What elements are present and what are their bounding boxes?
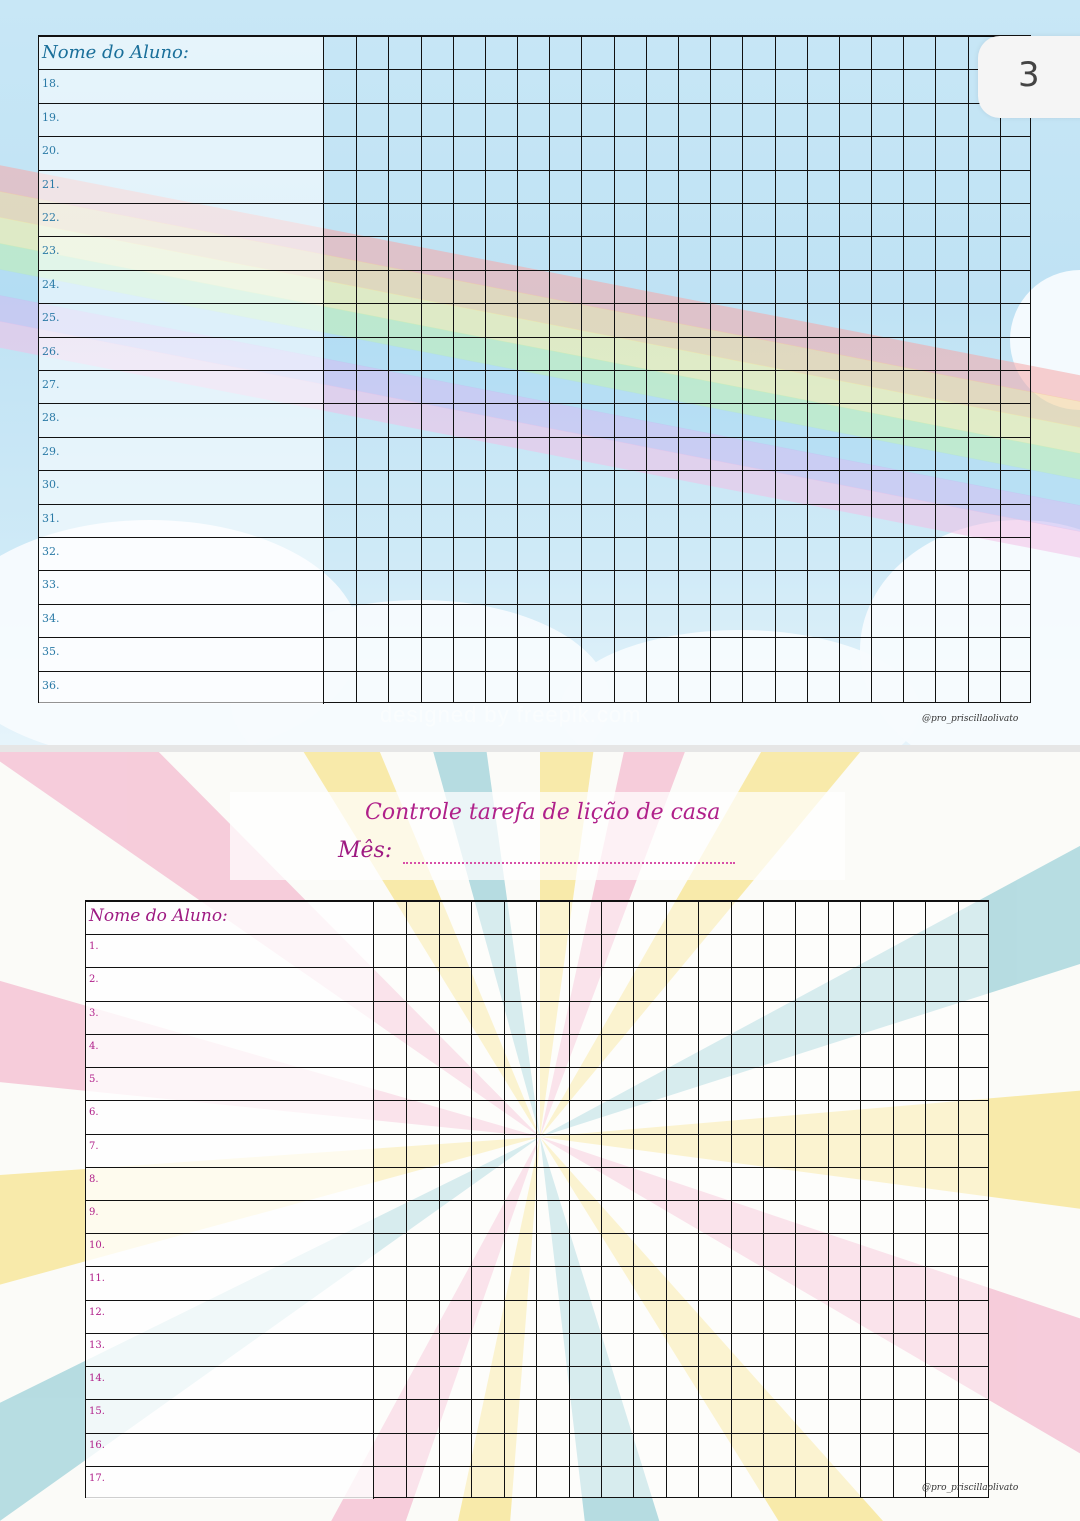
student-name-cell[interactable] — [39, 204, 324, 236]
day-column-divider — [569, 901, 570, 1497]
student-name-cell[interactable] — [39, 338, 324, 370]
day-column-divider — [633, 901, 634, 1497]
student-number: 22. — [42, 211, 60, 224]
name-column-header: Nome do Aluno: — [89, 906, 228, 926]
day-column-divider — [421, 36, 422, 702]
day-column-divider — [871, 36, 872, 702]
month-label: Mês: — [338, 838, 393, 863]
student-name-cell[interactable] — [39, 70, 324, 102]
student-row — [39, 637, 1030, 670]
student-name-cell[interactable] — [86, 1135, 374, 1167]
page-number: 3 — [1018, 55, 1040, 95]
student-name-cell[interactable] — [39, 171, 324, 203]
name-header-cell[interactable] — [39, 37, 324, 69]
student-name-cell[interactable] — [86, 1434, 374, 1466]
student-number: 1. — [89, 941, 99, 953]
student-number: 32. — [42, 545, 60, 558]
student-number: 6. — [89, 1107, 99, 1119]
student-number: 2. — [89, 974, 99, 986]
student-number: 5. — [89, 1074, 99, 1086]
day-column-divider — [536, 901, 537, 1497]
student-number: 33. — [42, 578, 60, 592]
page-title: Controle tarefa de lição de casa — [365, 800, 721, 825]
day-column-divider — [807, 36, 808, 702]
student-number: 4. — [89, 1040, 99, 1052]
student-name-cell[interactable] — [39, 137, 324, 169]
student-number: 31. — [42, 511, 60, 525]
student-row — [39, 604, 1030, 637]
student-number: 16. — [89, 1439, 105, 1451]
day-column-divider — [406, 901, 407, 1497]
day-column-divider — [1000, 36, 1001, 702]
day-column-divider — [453, 36, 454, 702]
student-name-cell[interactable] — [39, 505, 324, 537]
student-name-cell[interactable] — [39, 371, 324, 403]
day-column-divider — [860, 901, 861, 1497]
day-column-divider — [646, 36, 647, 702]
student-name-cell[interactable] — [39, 438, 324, 470]
student-number: 18. — [42, 77, 60, 91]
day-column-divider — [742, 36, 743, 702]
day-column-divider — [485, 36, 486, 702]
student-number: 8. — [89, 1173, 99, 1185]
student-number: 24. — [42, 277, 60, 291]
student-row — [39, 370, 1030, 403]
student-number: 10. — [89, 1240, 105, 1252]
student-name-cell[interactable] — [86, 1101, 374, 1133]
student-name-cell[interactable] — [86, 1234, 374, 1266]
author-credit: @pro_priscillaolivato — [922, 1483, 1019, 1493]
student-name-cell[interactable] — [86, 1201, 374, 1233]
day-column-divider — [439, 901, 440, 1497]
student-row — [39, 103, 1030, 136]
student-name-cell[interactable] — [39, 638, 324, 670]
student-name-cell[interactable] — [86, 1301, 374, 1333]
student-number: 9. — [89, 1207, 99, 1218]
day-column-divider — [968, 36, 969, 702]
student-number: 27. — [42, 378, 60, 391]
student-row — [39, 671, 1030, 704]
student-number: 12. — [89, 1306, 105, 1318]
student-number: 17. — [89, 1472, 105, 1484]
day-column-divider — [903, 36, 904, 702]
student-number: 23. — [42, 244, 60, 258]
day-column-divider — [517, 36, 518, 702]
student-name-cell[interactable] — [39, 104, 324, 136]
student-number: 3. — [89, 1007, 99, 1019]
day-column-divider — [698, 901, 699, 1497]
student-number: 26. — [42, 344, 60, 358]
student-name-cell[interactable] — [86, 1035, 374, 1067]
student-name-cell[interactable] — [86, 1334, 374, 1366]
student-row — [39, 170, 1030, 203]
student-name-cell[interactable] — [39, 271, 324, 303]
student-name-cell[interactable] — [86, 1400, 374, 1432]
student-name-cell[interactable] — [39, 571, 324, 603]
student-name-cell[interactable] — [39, 672, 324, 704]
student-name-cell[interactable] — [86, 1068, 374, 1100]
student-name-cell[interactable] — [86, 968, 374, 1000]
student-row — [39, 537, 1030, 570]
day-column-divider — [925, 901, 926, 1497]
student-row — [39, 470, 1030, 503]
student-number: 28. — [42, 411, 60, 425]
attendance-sheet-page-3 — [0, 0, 1080, 745]
student-row — [39, 303, 1030, 336]
student-name-cell[interactable] — [86, 1168, 374, 1200]
header-row — [39, 36, 1030, 69]
student-number: 25. — [42, 311, 60, 325]
name-column-header: Nome do Aluno: — [42, 42, 189, 63]
author-credit: @pro_priscillaolivato — [922, 714, 1019, 724]
month-field[interactable] — [403, 862, 735, 864]
student-name-cell[interactable] — [86, 1367, 374, 1399]
student-number: 7. — [89, 1140, 99, 1152]
student-number: 30. — [42, 478, 60, 492]
day-column-divider — [601, 901, 602, 1497]
day-column-divider — [581, 36, 582, 702]
day-column-divider — [763, 901, 764, 1497]
page-separator — [0, 745, 1080, 752]
student-name-cell[interactable] — [86, 1002, 374, 1034]
homework-control-page — [0, 752, 1080, 1521]
student-number: 29. — [42, 444, 60, 458]
day-column-divider — [614, 36, 615, 702]
day-column-divider — [471, 901, 472, 1497]
student-row — [39, 337, 1030, 370]
student-number: 19. — [42, 110, 60, 124]
student-name-cell[interactable] — [39, 471, 324, 503]
day-column-divider — [935, 36, 936, 702]
day-column-divider — [388, 36, 389, 702]
student-name-cell[interactable] — [39, 237, 324, 269]
student-row — [39, 270, 1030, 303]
student-row — [39, 504, 1030, 537]
day-column-divider — [504, 901, 505, 1497]
watermark: designed by freepik.com — [380, 702, 642, 727]
student-name-cell[interactable] — [86, 1467, 374, 1499]
day-column-divider — [839, 36, 840, 702]
day-column-divider — [710, 36, 711, 702]
student-number: 15. — [89, 1406, 105, 1418]
day-column-divider — [549, 36, 550, 702]
day-column-divider — [356, 36, 357, 702]
student-number: 14. — [89, 1373, 105, 1385]
student-row — [39, 136, 1030, 169]
day-column-divider — [828, 901, 829, 1497]
day-column-divider — [666, 901, 667, 1497]
student-number: 21. — [42, 177, 60, 191]
student-name-cell[interactable] — [39, 404, 324, 436]
student-name-cell[interactable] — [39, 605, 324, 637]
attendance-grid — [38, 35, 1031, 703]
day-column-divider — [958, 901, 959, 1497]
day-column-divider — [893, 901, 894, 1497]
day-column-divider — [775, 36, 776, 702]
student-name-cell[interactable] — [86, 1267, 374, 1299]
student-row — [39, 570, 1030, 603]
student-number: 34. — [42, 611, 60, 625]
student-number: 35. — [42, 645, 60, 659]
student-row — [39, 69, 1030, 102]
student-number: 36. — [42, 678, 60, 692]
name-header-cell[interactable] — [86, 902, 374, 934]
day-column-divider — [731, 901, 732, 1497]
day-column-divider — [795, 901, 796, 1497]
student-number: 20. — [42, 144, 60, 158]
student-name-cell[interactable] — [39, 304, 324, 336]
student-row — [39, 437, 1030, 470]
student-row — [39, 203, 1030, 236]
homework-grid — [85, 900, 989, 1498]
student-name-cell[interactable] — [86, 935, 374, 967]
student-number: 11. — [89, 1273, 105, 1285]
student-name-cell[interactable] — [39, 538, 324, 570]
student-number: 13. — [89, 1339, 105, 1351]
day-column-divider — [678, 36, 679, 702]
student-row — [39, 403, 1030, 436]
student-row — [39, 236, 1030, 269]
